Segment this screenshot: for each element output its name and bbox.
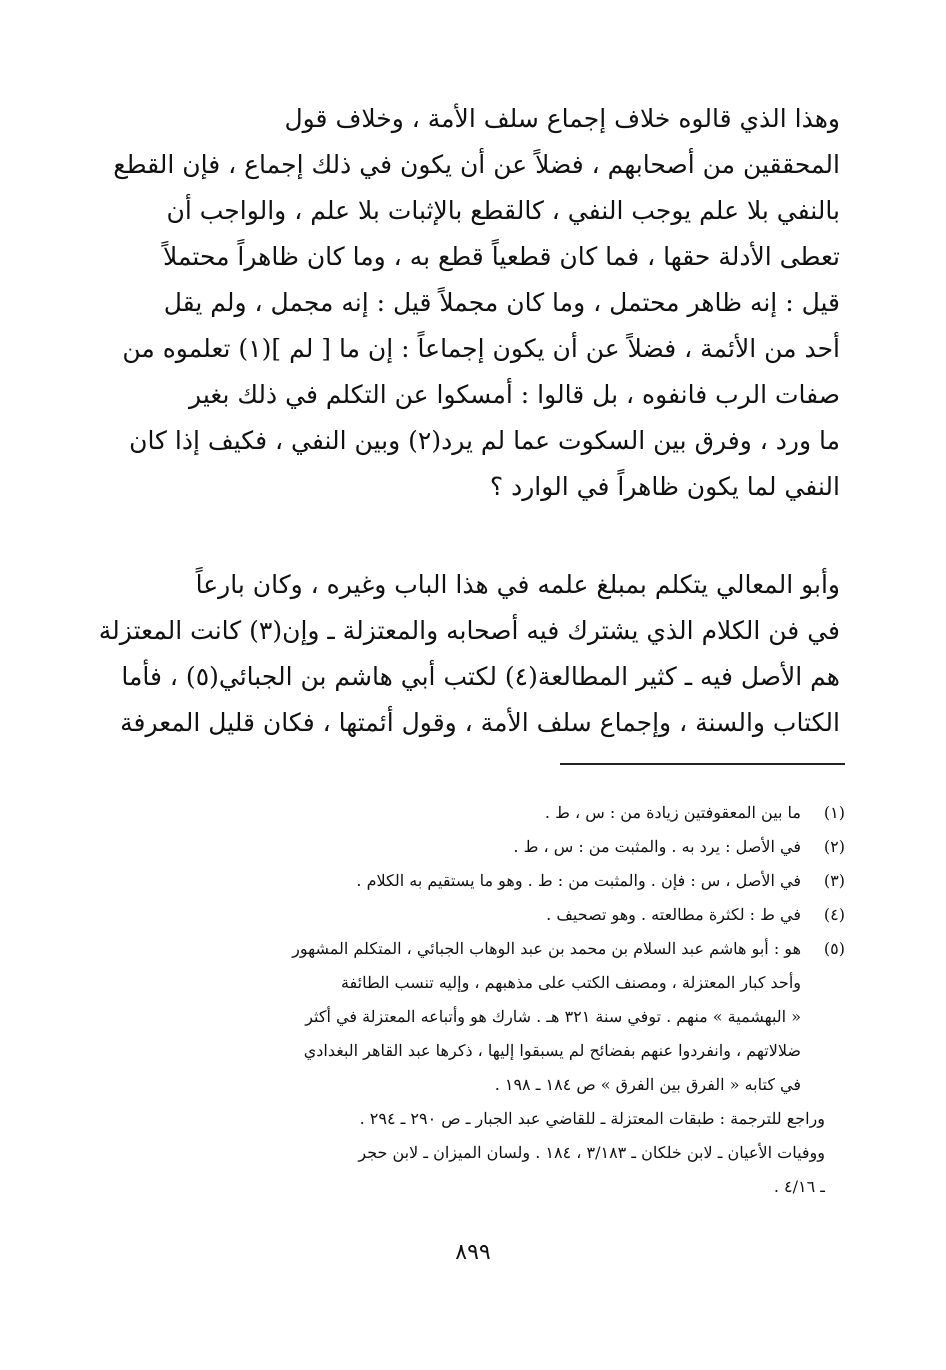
footnote-4 xyxy=(140,898,845,932)
footnote-text: في ط : لكثرة مطالعته . وهو تصحيف . xyxy=(546,905,801,924)
footnote-text: ضلالاتهم ، وانفردوا عنهم بفضائح لم يسبقوا إليها ، ذكرها عبد القاهر البغدادي xyxy=(303,1041,801,1060)
reference-line: وراجع للترجمة : طبقات المعتزلة ـ للقاضي عبد الجبار ـ ص ٢٩٠ ـ ٢٩٤ . xyxy=(359,1109,825,1128)
footnote-number: (٤) xyxy=(823,905,845,924)
footnote-separator xyxy=(560,763,845,765)
footnote-text: « البهشمية » منهم . توفي سنة ٣٢١ هـ . شارك هو وأتباعه المعتزلة في أكثر xyxy=(305,1007,801,1026)
text-line: الكتاب والسنة ، وإجماع سلف الأمة ، وقول أئمتها ، فكان قليل المعرفة xyxy=(120,708,840,737)
main-paragraph-1 xyxy=(113,96,840,510)
footnote-number: (٣) xyxy=(823,871,845,890)
footnote-number: (١) xyxy=(823,803,845,822)
footnote-text: وأحد كبار المعتزلة ، ومصنف الكتب على مذهبهم ، وإليه تنسب الطائفة xyxy=(340,973,801,992)
footnote-2 xyxy=(140,830,845,864)
text-line: قيل : إنه ظاهر محتمل ، وما كان مجملاً قيل : إنه مجمل ، ولم يقل xyxy=(163,288,840,317)
footnote-3 xyxy=(140,864,845,898)
references xyxy=(140,1102,825,1204)
text-line: أحد من الأئمة ، فضلاً عن أن يكون إجماعاً : إن ما [ لم ](١) تعلموه من xyxy=(122,334,840,363)
footnote-number: (٥) xyxy=(823,939,845,958)
text-line: في فن الكلام الذي يشترك فيه أصحابه والمعتزلة ـ وإن(٣) كانت المعتزلة xyxy=(98,616,840,645)
footnotes xyxy=(140,796,845,1204)
text-line: تعطى الأدلة حقها ، فما كان قطعياً قطع به ، وما كان ظاهراً محتملاً xyxy=(163,242,840,271)
text-line: صفات الرب فانفوه ، بل قالوا : أمسكوا عن التكلم في ذلك بغير xyxy=(189,380,840,409)
footnote-text: في الأصل ، س : فإن . والمثبت من : ط . وهو ما يستقيم به الكلام . xyxy=(356,871,801,890)
reference-line: ووفيات الأعيان ـ لابن خلكان ـ ٣/١٨٣ ، ١٨٤ . ولسان الميزان ـ لابن حجر xyxy=(358,1143,825,1162)
footnote-1 xyxy=(140,796,845,830)
text-line: هم الأصل فيه ـ كثير المطالعة(٤) لكتب أبي هاشم بن الجبائي(٥) ، فأما xyxy=(121,662,840,691)
reference-line: ـ ٤/١٦ . xyxy=(773,1177,825,1196)
text-line: النفي لما يكون ظاهراً في الوارد ؟ xyxy=(489,472,840,501)
text-line: وهذا الذي قالوه خلاف إجماع سلف الأمة ، وخلاف قول xyxy=(284,104,840,133)
footnote-text: في الأصل : يرد به . والمثبت من : س ، ط . xyxy=(513,837,801,856)
footnote-text: هو : أبو هاشم عبد السلام بن محمد بن عبد الوهاب الجبائي ، المتكلم المشهور xyxy=(292,939,801,958)
footnote-number: (٢) xyxy=(823,837,845,856)
text-line: بالنفي بلا علم يوجب النفي ، كالقطع بالإثبات بلا علم ، والواجب أن xyxy=(166,196,840,225)
main-paragraph-2 xyxy=(98,562,840,746)
text-line: ما ورد ، وفرق بين السكوت عما لم يرد(٢) وبين النفي ، فكيف إذا كان xyxy=(129,426,840,455)
text-line: المحققين من أصحابهم ، فضلاً عن أن يكون في ذلك إجماع ، فإن القطع xyxy=(113,150,840,179)
footnote-5 xyxy=(140,932,845,1102)
footnote-text: ما بين المعقوفتين زيادة من : س ، ط . xyxy=(544,803,801,822)
page-number: ٨٩٩ xyxy=(455,1240,491,1265)
text-line: وأبو المعالي يتكلم بمبلغ علمه في هذا الباب وغيره ، وكان بارعاً xyxy=(195,570,840,599)
footnote-text: في كتابه « الفرق بين الفرق » ص ١٨٤ ـ ١٩٨ . xyxy=(494,1075,801,1094)
